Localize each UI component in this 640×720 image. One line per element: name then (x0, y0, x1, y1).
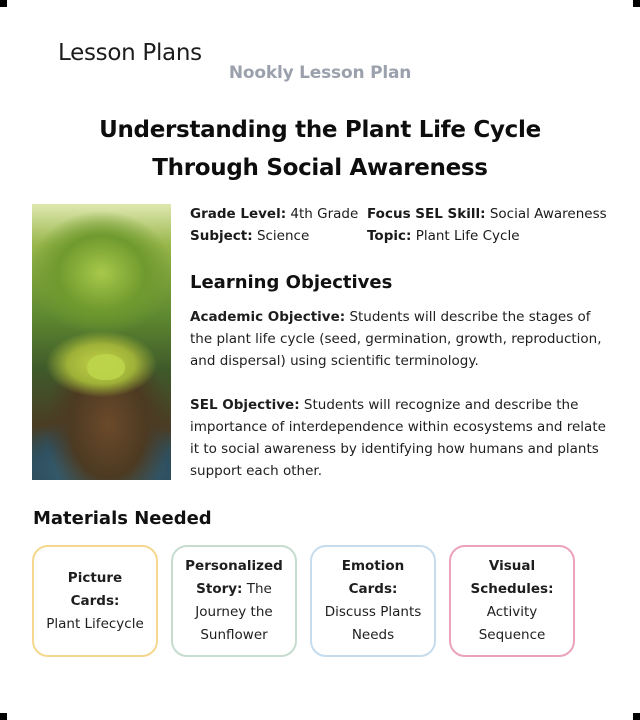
material-label: Visual Schedules: (470, 558, 554, 597)
grade-level (190, 203, 358, 225)
sel-objective (190, 394, 615, 482)
academic-objective (190, 306, 615, 372)
sel-objective-text: Students will recognize and describe the importance of interdependence within ecosystems and relate it to social awareness by identifying how humans and plants support each other. (190, 397, 606, 479)
material-text: Discuss Plants Needs (324, 604, 422, 643)
app-title: Lesson Plans (58, 40, 202, 66)
material-text: The Journey the Sunflower (195, 581, 273, 643)
focus-sel-skill (367, 203, 607, 225)
subject (190, 225, 309, 247)
material-text: Plant Lifecycle (46, 615, 144, 632)
topic (367, 225, 520, 247)
material-card-personalized-story (171, 545, 297, 657)
grade-level-label: Grade Level: (190, 206, 287, 222)
material-label: Picture Cards: (67, 569, 123, 609)
material-text: Activity Sequence (478, 604, 546, 643)
materials-list (32, 545, 575, 657)
academic-objective-label: Academic Objective: (190, 309, 346, 325)
topic-label: Topic: (367, 228, 412, 244)
materials-heading: Materials Needed (33, 508, 212, 529)
lesson-illustration (32, 204, 171, 480)
sel-objective-label: SEL Objective: (190, 397, 300, 413)
corner-marker (0, 0, 7, 7)
material-card-visual-schedules (449, 545, 575, 657)
lesson-title-line-1: Understanding the Plant Life Cycle (99, 117, 541, 143)
academic-objective-text: Students will describe the stages of the plant life cycle (seed, germination, growth, reproduction, and dispersal) using scientific terminology. (190, 309, 602, 369)
corner-marker (0, 713, 7, 720)
grade-level-value: 4th Grade (290, 206, 359, 222)
focus-sel-value: Social Awareness (489, 206, 607, 222)
topic-value: Plant Life Cycle (415, 228, 520, 244)
lesson-title (40, 111, 600, 187)
material-card-picture-cards (32, 545, 158, 657)
material-label: Personalized Story: (185, 558, 283, 597)
creature-figure (87, 354, 125, 380)
focus-sel-label: Focus SEL Skill: (367, 206, 486, 222)
brand-subtitle: Nookly Lesson Plan (228, 63, 412, 83)
subject-label: Subject: (190, 228, 253, 244)
corner-marker (633, 713, 640, 720)
subject-value: Science (256, 228, 310, 244)
corner-marker (633, 0, 640, 7)
material-label: Emotion Cards: (341, 558, 405, 597)
lesson-title-line-2: Through Social Awareness (152, 155, 488, 181)
learning-objectives-heading: Learning Objectives (190, 272, 393, 293)
material-card-emotion-cards (310, 545, 436, 657)
